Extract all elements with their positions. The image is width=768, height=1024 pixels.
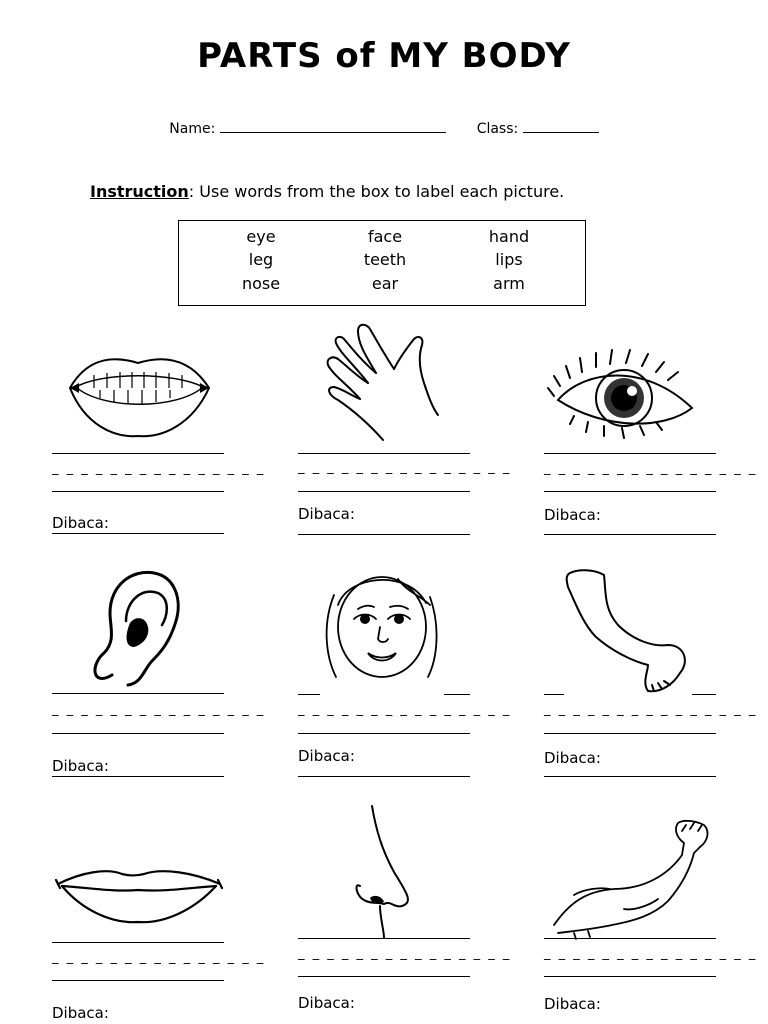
dibaca-label: Dibaca: — [52, 514, 109, 532]
dibaca-label: Dibaca: — [298, 505, 355, 523]
word-arm: arm — [493, 274, 525, 293]
dash-line: _ _ _ _ _ _ _ _ _ _ _ _ _ _ _ — [298, 460, 512, 475]
cell-teeth — [52, 330, 266, 540]
class-field[interactable] — [523, 118, 599, 133]
dibaca-label: Dibaca: — [298, 994, 355, 1012]
arm-icon — [544, 815, 719, 940]
cell-eye — [544, 340, 758, 540]
dibaca-label: Dibaca: — [544, 749, 601, 767]
word-leg: leg — [248, 250, 274, 269]
dash-line: _ _ _ _ _ _ _ _ _ _ _ _ _ _ _ — [544, 461, 758, 476]
dash-line: _ _ _ _ _ _ _ _ _ _ _ _ _ _ _ — [544, 946, 758, 961]
dash-line: _ _ _ _ _ _ _ _ _ _ _ _ _ _ _ — [52, 950, 266, 965]
cell-face — [298, 565, 512, 780]
word-hand: hand — [488, 227, 530, 246]
lips-icon — [52, 860, 227, 930]
cell-leg — [544, 565, 758, 780]
teeth-icon — [52, 330, 227, 445]
instruction — [90, 182, 564, 201]
dash-line: _ _ _ _ _ _ _ _ _ _ _ _ _ _ _ — [298, 702, 512, 717]
eye-icon — [544, 340, 719, 440]
dash-line: _ _ _ _ _ _ _ _ _ _ _ _ _ _ _ — [52, 461, 266, 476]
name-field[interactable] — [220, 118, 446, 133]
instruction-text: : Use words from the box to label each picture. — [188, 182, 565, 201]
class-label: Class: — [476, 121, 519, 137]
word-ear: ear — [371, 274, 399, 293]
cell-ear — [52, 565, 266, 780]
name-class-row — [0, 118, 768, 137]
cell-lips — [52, 860, 266, 1022]
name-label: Name: — [169, 121, 216, 137]
word-box — [178, 220, 586, 306]
dash-line: _ _ _ _ _ _ _ _ _ _ _ _ _ _ _ — [298, 946, 512, 961]
dash-line: _ _ _ _ _ _ _ _ _ _ _ _ _ _ _ — [544, 702, 758, 717]
dibaca-label: Dibaca: — [52, 757, 109, 775]
face-icon — [298, 565, 473, 690]
worksheet-title: PARTS of MY BODY — [197, 36, 571, 76]
dibaca-label: Dibaca: — [298, 747, 355, 765]
hand-icon — [298, 315, 473, 445]
word-lips: lips — [495, 250, 523, 269]
dash-line: _ _ _ _ _ _ _ _ _ _ _ _ _ _ _ — [52, 702, 266, 717]
nose-icon — [298, 800, 473, 940]
word-nose: nose — [241, 274, 281, 293]
cell-nose — [298, 800, 512, 1020]
cell-hand — [298, 315, 512, 540]
word-face: face — [367, 227, 403, 246]
dibaca-label: Dibaca: — [544, 995, 601, 1013]
word-teeth: teeth — [363, 250, 407, 269]
ear-icon — [52, 565, 227, 690]
cell-arm — [544, 815, 758, 1020]
leg-icon — [544, 565, 719, 690]
dibaca-label: Dibaca: — [52, 1004, 109, 1022]
instruction-label: Instruction — [90, 182, 189, 201]
dibaca-label: Dibaca: — [544, 506, 601, 524]
word-eye: eye — [246, 227, 276, 246]
